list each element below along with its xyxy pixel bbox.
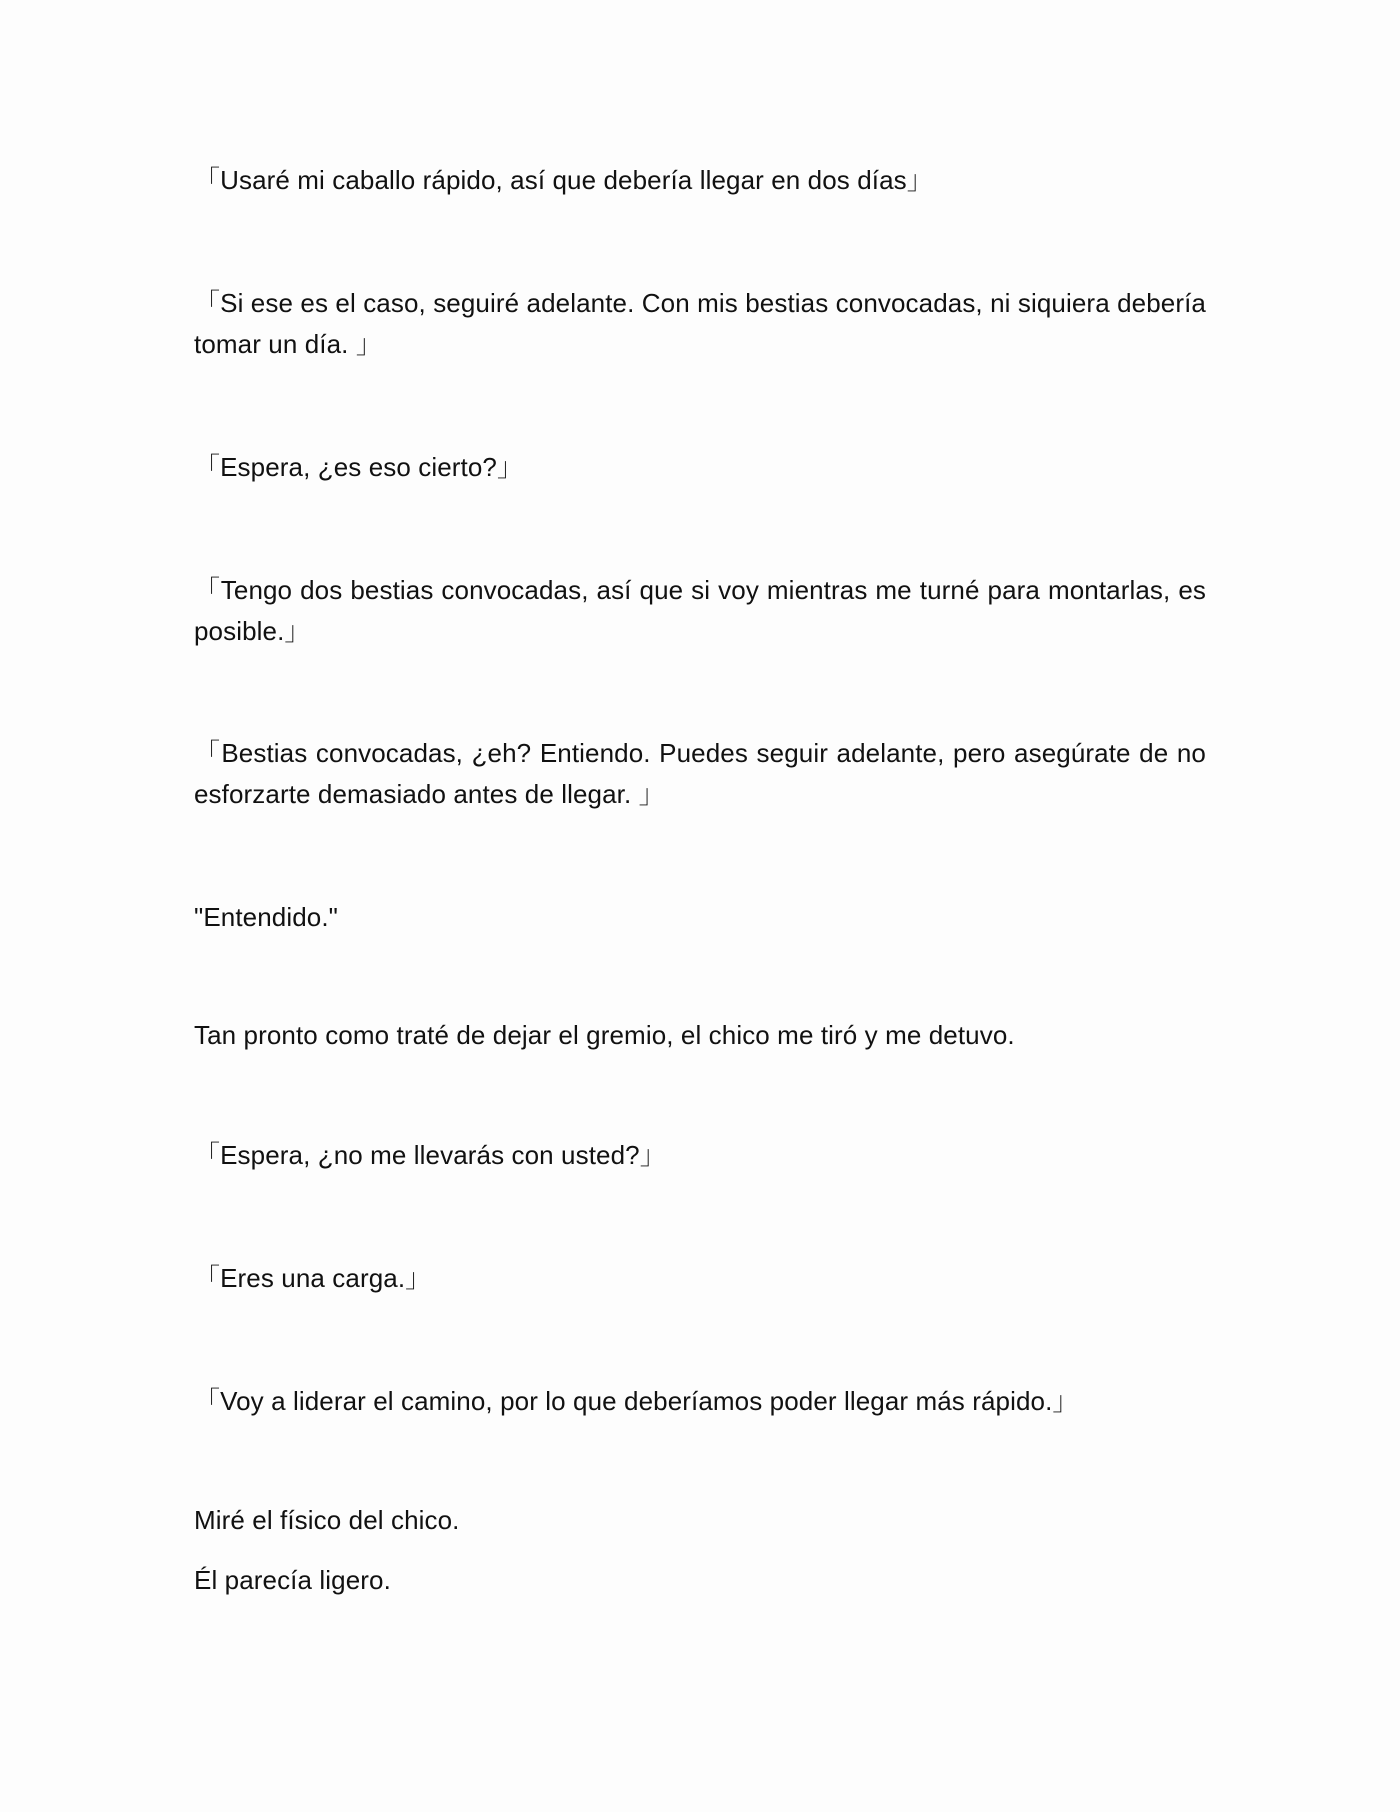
dialogue-paragraph: 「Usaré mi caballo rápido, así que debería llegar en dos días」 (194, 165, 933, 195)
narration-paragraph: Tan pronto como traté de dejar el gremio, el chico me tiró y me detuvo. (194, 1020, 1015, 1050)
narration-paragraph: Miré el físico del chico. (194, 1505, 460, 1535)
dialogue-paragraph: 「Tengo dos bestias convocadas, así que si voy mientras me turné para montarlas, es posible.」 (194, 575, 1206, 646)
dialogue-paragraph: 「Eres una carga.」 (194, 1263, 432, 1293)
dialogue-paragraph: 「Bestias convocadas, ¿eh? Entiendo. Puedes seguir adelante, pero asegúrate de no esforzarte demasiado antes de llegar. 」 (194, 738, 1206, 809)
dialogue-paragraph: 「Espera, ¿es eso cierto?」 (194, 452, 524, 482)
dialogue-paragraph: "Entendido." (194, 902, 338, 932)
dialogue-paragraph: 「Voy a liderar el camino, por lo que deberíamos poder llegar más rápido.」 (194, 1386, 1079, 1416)
dialogue-paragraph: 「Si ese es el caso, seguiré adelante. Con mis bestias convocadas, ni siquiera debería tomar un día. 」 (194, 288, 1206, 359)
narration-paragraph: Él parecía ligero. (194, 1565, 391, 1595)
dialogue-paragraph: 「Espera, ¿no me llevarás con usted?」 (194, 1140, 666, 1170)
